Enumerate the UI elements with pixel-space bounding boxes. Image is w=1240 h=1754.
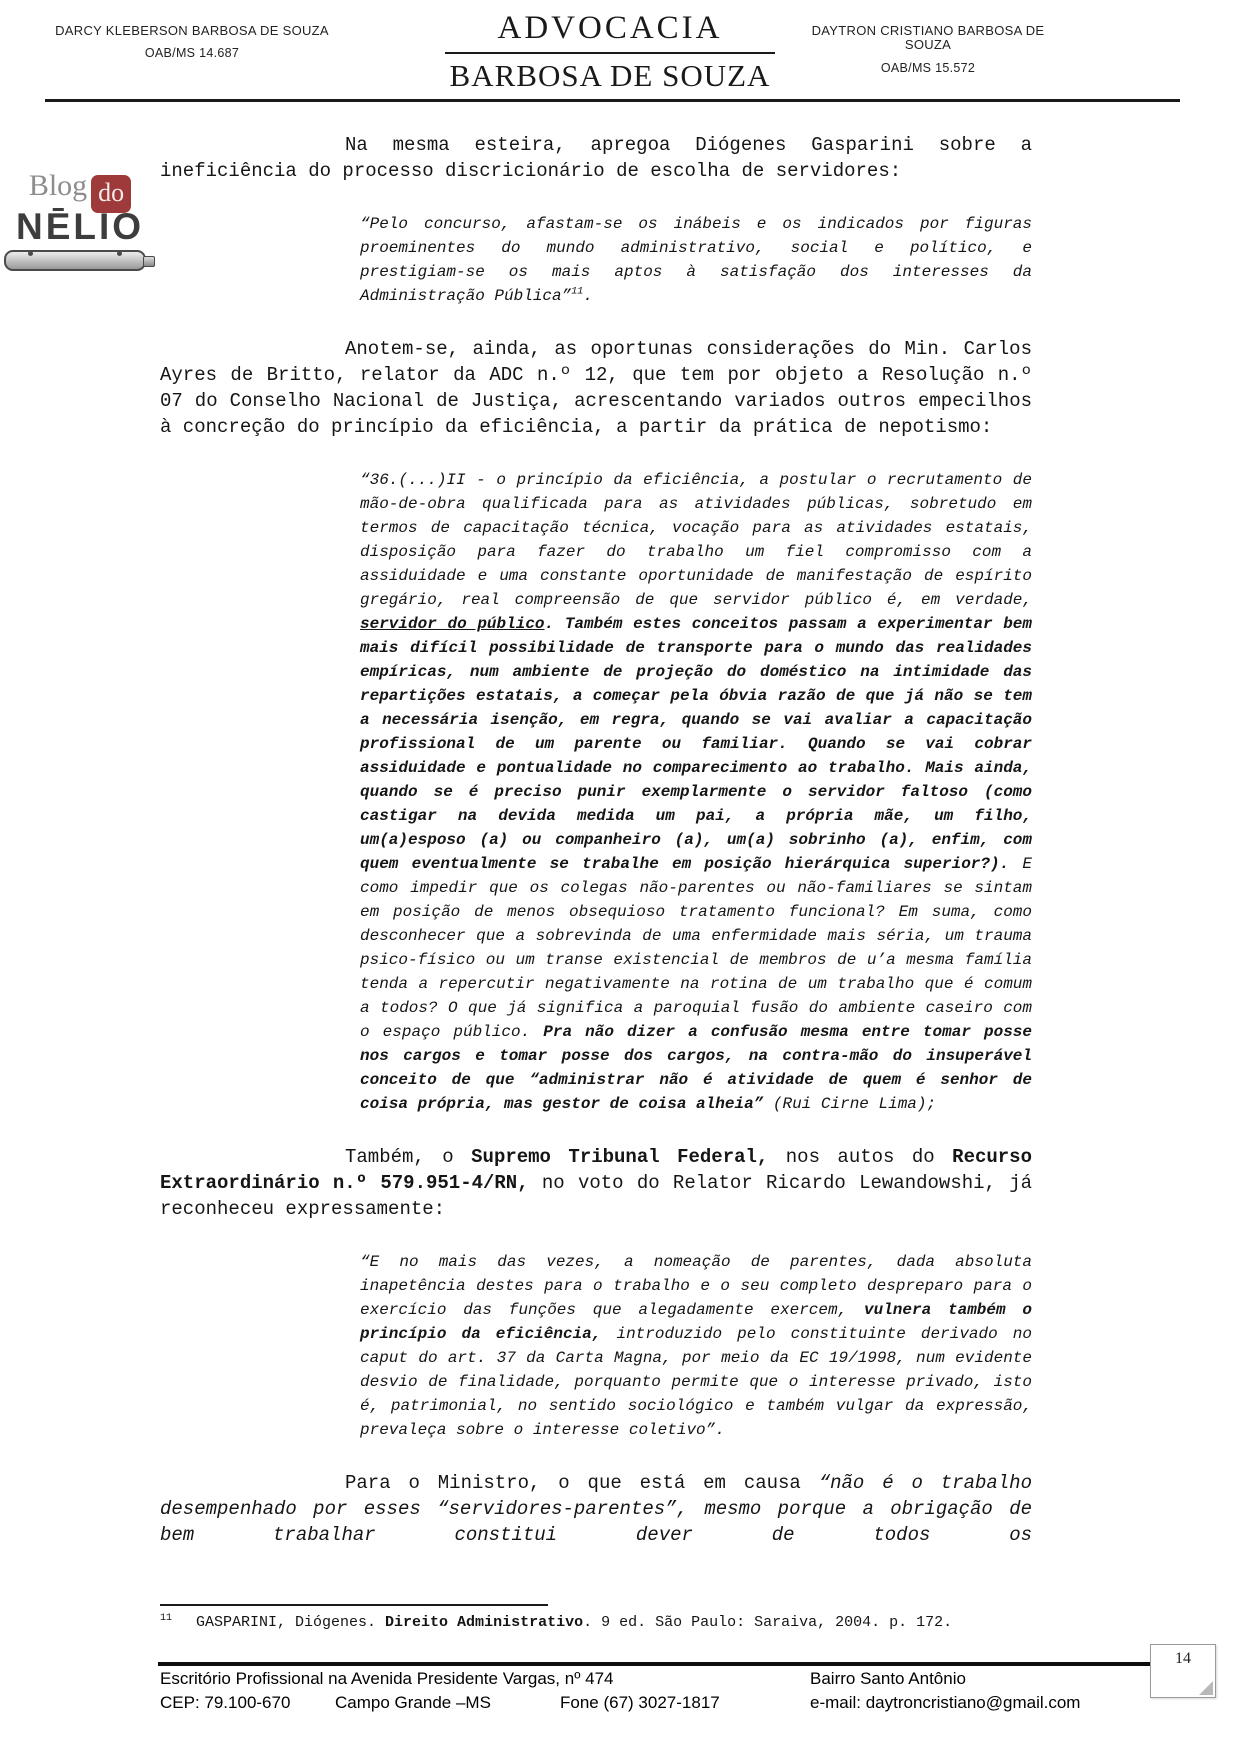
firm-title-block bbox=[440, 10, 780, 94]
firm-title-line1: ADVOCACIA bbox=[497, 10, 723, 46]
footnote-body: GASPARINI, Diógenes. Direito Administrativo. 9 ed. São Paulo: Saraiva, 2004. p. 172. bbox=[196, 1614, 953, 1631]
logo-nelio-text: NĒLIO bbox=[15, 206, 145, 247]
lawyer-right-name: DAYTRON CRISTIANO BARBOSA DE SOUZA bbox=[811, 23, 1045, 53]
footer-cep: CEP: 79.100-670 bbox=[160, 1693, 291, 1712]
footnote-text bbox=[160, 1613, 1060, 1631]
roller-icon bbox=[4, 250, 146, 271]
header-rule bbox=[45, 99, 1180, 102]
footer-phone: Fone (67) 3027-1817 bbox=[560, 1693, 720, 1712]
lawyer-left-block bbox=[52, 24, 332, 61]
firm-title-divider bbox=[445, 52, 775, 54]
paragraph: Anotem-se, ainda, as oportunas considerações do Min. Carlos Ayres de Britto, relator da ADC n.º 12, que tem por objeto a Resolução n.º 07 do Conselho Nacional de Justiça, acrescentando variados outros empecilhos à concreção do princípio da eficiência, a partir da prática de nepotismo: bbox=[160, 338, 1032, 438]
roller-bolt-icon bbox=[117, 251, 122, 256]
footer-rule bbox=[158, 1662, 1150, 1666]
footer-district: Bairro Santo Antônio bbox=[810, 1669, 966, 1688]
paragraph: Na mesma esteira, apregoa Diógenes Gasparini sobre a ineficiência do processo discricionário de escolha de servidores: bbox=[160, 134, 1032, 182]
paragraph: Também, o Supremo Tribunal Federal, nos autos do Recurso Extraordinário n.º 579.951-4/RN, no voto do Relator Ricardo Lewandowshi, já reconheceu expressamente: bbox=[160, 1146, 1033, 1220]
blockquote: “E no mais das vezes, a nomeação de parentes, dada absoluta inapetência destes para o trabalho e o seu completo despreparo para o exercício das funções que alegadamente exercem, vulnera também o princípio da eficiência, introduzido pelo constituinte derivado no caput do art. 37 da Carta Magna, por meio da EC 19/1998, num evidente desvio de finalidade, porquanto permite que o interesse privado, isto é, patrimonial, no sentido sociológico e também vulgar da expressão, prevaleça sobre o interesse coletivo”. bbox=[360, 1253, 1033, 1439]
footnote-block bbox=[160, 1604, 1060, 1631]
document-body bbox=[160, 132, 1032, 1548]
logo-do-badge: do bbox=[91, 175, 131, 213]
firm-title-line2: BARBOSA DE SOUZA bbox=[449, 58, 771, 93]
page-fold-icon bbox=[1199, 1681, 1213, 1695]
logo-blog-text: Blog bbox=[28, 169, 88, 202]
lawyer-left-oab: OAB/MS 14.687 bbox=[144, 46, 240, 61]
footnote-divider bbox=[160, 1604, 548, 1606]
footer-city: Campo Grande –MS bbox=[335, 1693, 491, 1712]
roller-bolt-icon bbox=[28, 251, 33, 256]
footnote-marker: 11 bbox=[160, 1613, 173, 1624]
blockquote: “Pelo concurso, afastam-se os inábeis e os indicados por figuras proeminentes do mundo administrativo, social e político, e prestigiam-se os mais aptos à satisfação dos interesses da Administração Pública”$^{11}$. bbox=[360, 215, 1032, 305]
lawyer-right-oab: OAB/MS 15.572 bbox=[880, 60, 976, 75]
page-number-badge bbox=[1150, 1644, 1216, 1698]
page-number: 14 bbox=[1175, 1650, 1191, 1667]
lawyer-right-block bbox=[788, 24, 1068, 75]
lawyer-left-name: DARCY KLEBERSON BARBOSA DE SOUZA bbox=[55, 23, 329, 38]
blockquote: “36.(...)II - o princípio da eficiência, a postular o recrutamento de mão-de-obra qualificada para as atividades públicas, sobretudo em termos de capacitação técnica, vocação para as atividades estatais, disposição para fazer do trabalho um fiel compromisso com a assiduidade e uma constante oportunidade de manifestação de espírito gregário, real compreensão de que servidor público é, em verdade, servidor do público. Também estes conceitos passam a experimentar bem mais difícil possibilidade de transporte para o mundo das realidades empíricas, num ambiente de projeção do doméstico na intimidade das repartições estatais, a começar pela óbvia razão de que já não se tem a necessária isenção, em regra, quando se vai avaliar a capacitação profissional de um parente ou familiar. Quando se vai cobrar assiduidade e pontualidade no comparecimento ao trabalho. Mais ainda, quando se é preciso punir exemplarmente o servidor faltoso (como castigar na devida medida um pai, a própria mãe, um filho, um(a)esposo (a) ou companheiro (a), um(a) sobrinho (a), enfim, com quem eventualmente se trabalhe em posição hierárquica superior?). E como impedir que os colegas não-parentes ou não-familiares se sintam em posição de menos obsequioso tratamento funcional? Em suma, como desconhecer que a sobrevinda de uma enfermidade mais séria, um trauma psico-físico ou um transe existencial de membros de u’a mesma família tenda a repercutir negativamente na rotina de um trabalho que é comum a todos? O que já significa a paroquial fusão do ambiente caseiro com o espaço público. Pra não dizer a confusão mesma entre tomar posse nos cargos e tomar posse dos cargos, na contra-mão do insuperável conceito de que “administrar não é atividade de quem é senhor de coisa própria, mas gestor de coisa alheia” (Rui Cirne Lima); bbox=[360, 471, 1033, 1113]
blog-do-nelio-logo bbox=[4, 164, 156, 271]
paragraph: Para o Ministro, o que está em causa “não é o trabalho desempenhado por esses “servidores-parentes”, mesmo porque a obrigação de bem trabalhar constitui dever de todos os bbox=[160, 1472, 1032, 1546]
footer-address: Escritório Profissional na Avenida Presidente Vargas, nº 474 bbox=[160, 1669, 614, 1688]
footer-email: e-mail: daytroncristiano@gmail.com bbox=[810, 1693, 1081, 1712]
